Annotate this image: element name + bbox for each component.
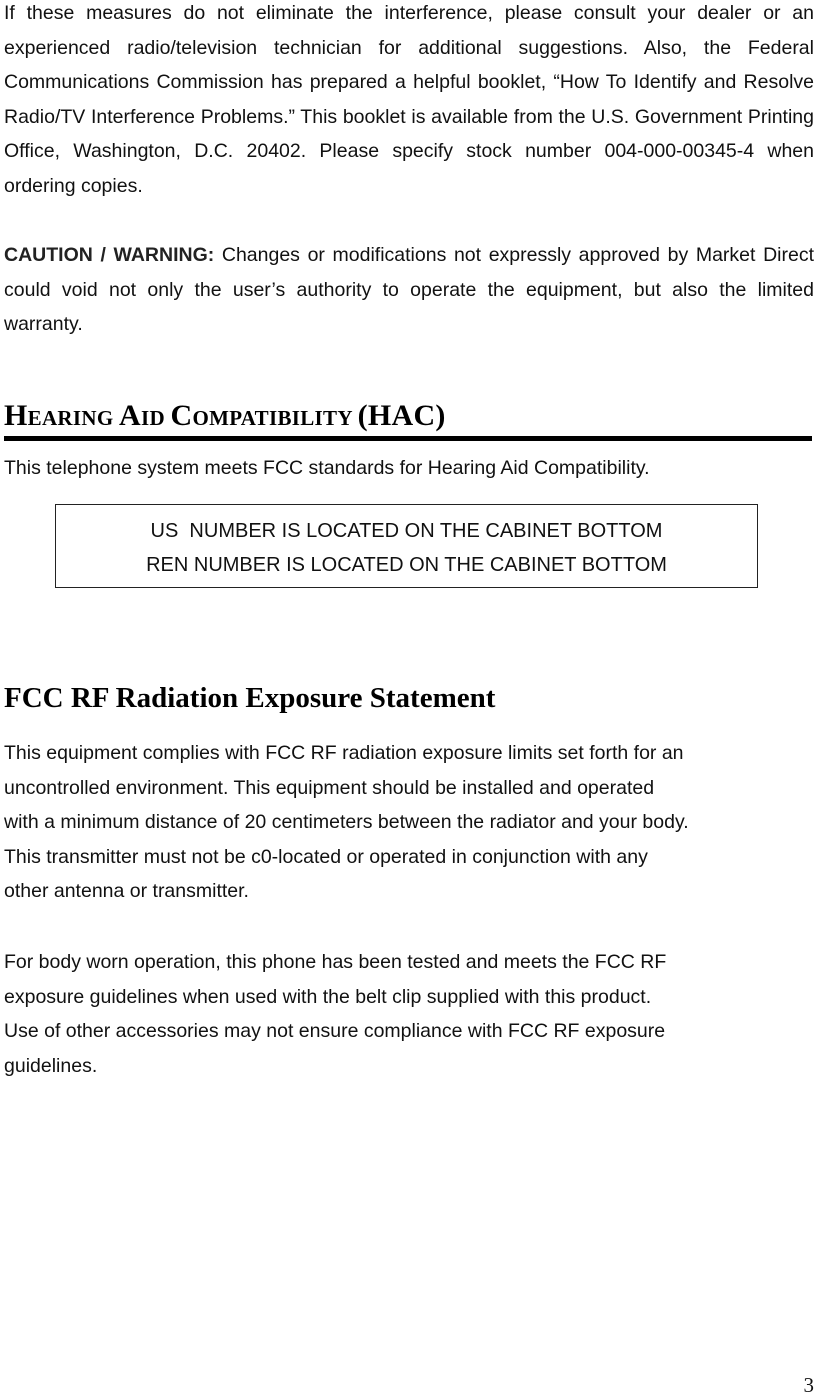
hac-heading-part: H (4, 399, 28, 432)
label-location-box (55, 504, 758, 588)
caution-text: Changes or modifications not expressly approved by Market Direct could void not only the user’s authority to operate the equipment, but also the limited warranty. (4, 244, 814, 335)
hac-heading-part: ID (140, 406, 171, 430)
fcc-rf-paragraph-2 (4, 945, 814, 1083)
hac-heading-part: (HAC) (357, 399, 446, 432)
fcc-rf-paragraph-1-line: uncontrolled environment. This equipment should be installed and operated (4, 776, 655, 799)
fcc-rf-paragraph-2-line: For body worn operation, this phone has been tested and meets the FCC RF (4, 951, 667, 973)
hac-statement: This telephone system meets FCC standards for Hearing Aid Compatibility. (4, 457, 650, 479)
us-number-location: US NUMBER IS LOCATED ON THE CABINET BOTTOM (150, 520, 663, 542)
interference-paragraph: If these measures do not eliminate the interference, please consult your dealer or an experienced radio/television technician for additional suggestions. Also, the Federal Communications Commission has prepared a helpful booklet, “How To Identify and Resolve Radio/TV Interference Problems.” This booklet is available from the U.S. Government Printing Office, Washington, D.C. 20402. Please specify stock number 004-000-00345-4 when ordering copies. (4, 2, 814, 197)
caution-paragraph (4, 238, 814, 342)
ren-number-location: REN NUMBER IS LOCATED ON THE CABINET BOTTOM (146, 554, 667, 576)
hac-heading-part: EARING (27, 406, 120, 430)
fcc-rf-paragraph-2-line: guidelines. (4, 1054, 98, 1077)
hac-heading-part: OMPATIBILITY (192, 406, 358, 430)
fcc-rf-paragraph-1 (4, 736, 820, 909)
fcc-rf-heading: FCC RF Radiation Exposure Statement (4, 682, 496, 714)
fcc-rf-paragraph-1-line: This equipment complies with FCC RF radiation exposure limits set forth for an (4, 742, 684, 764)
fcc-rf-paragraph-1-line: other antenna or transmitter. (4, 880, 249, 902)
fcc-rf-paragraph-1-line: This transmitter must not be c0-located or operated in conjunction with any (4, 845, 648, 868)
page-number: 3 (803, 1373, 814, 1397)
hac-heading-part: A (119, 399, 141, 432)
fcc-rf-paragraph-2-line: Use of other accessories may not ensure compliance with FCC RF exposure (4, 1020, 666, 1042)
caution-label: CAUTION / WARNING: (4, 244, 215, 266)
hac-heading (4, 396, 812, 441)
hac-heading-part: C (170, 399, 193, 432)
fcc-rf-paragraph-2-line: exposure guidelines when used with the belt clip supplied with this product. (4, 985, 652, 1008)
fcc-rf-paragraph-1-line: with a minimum distance of 20 centimeters between the radiator and your body. (4, 811, 689, 833)
